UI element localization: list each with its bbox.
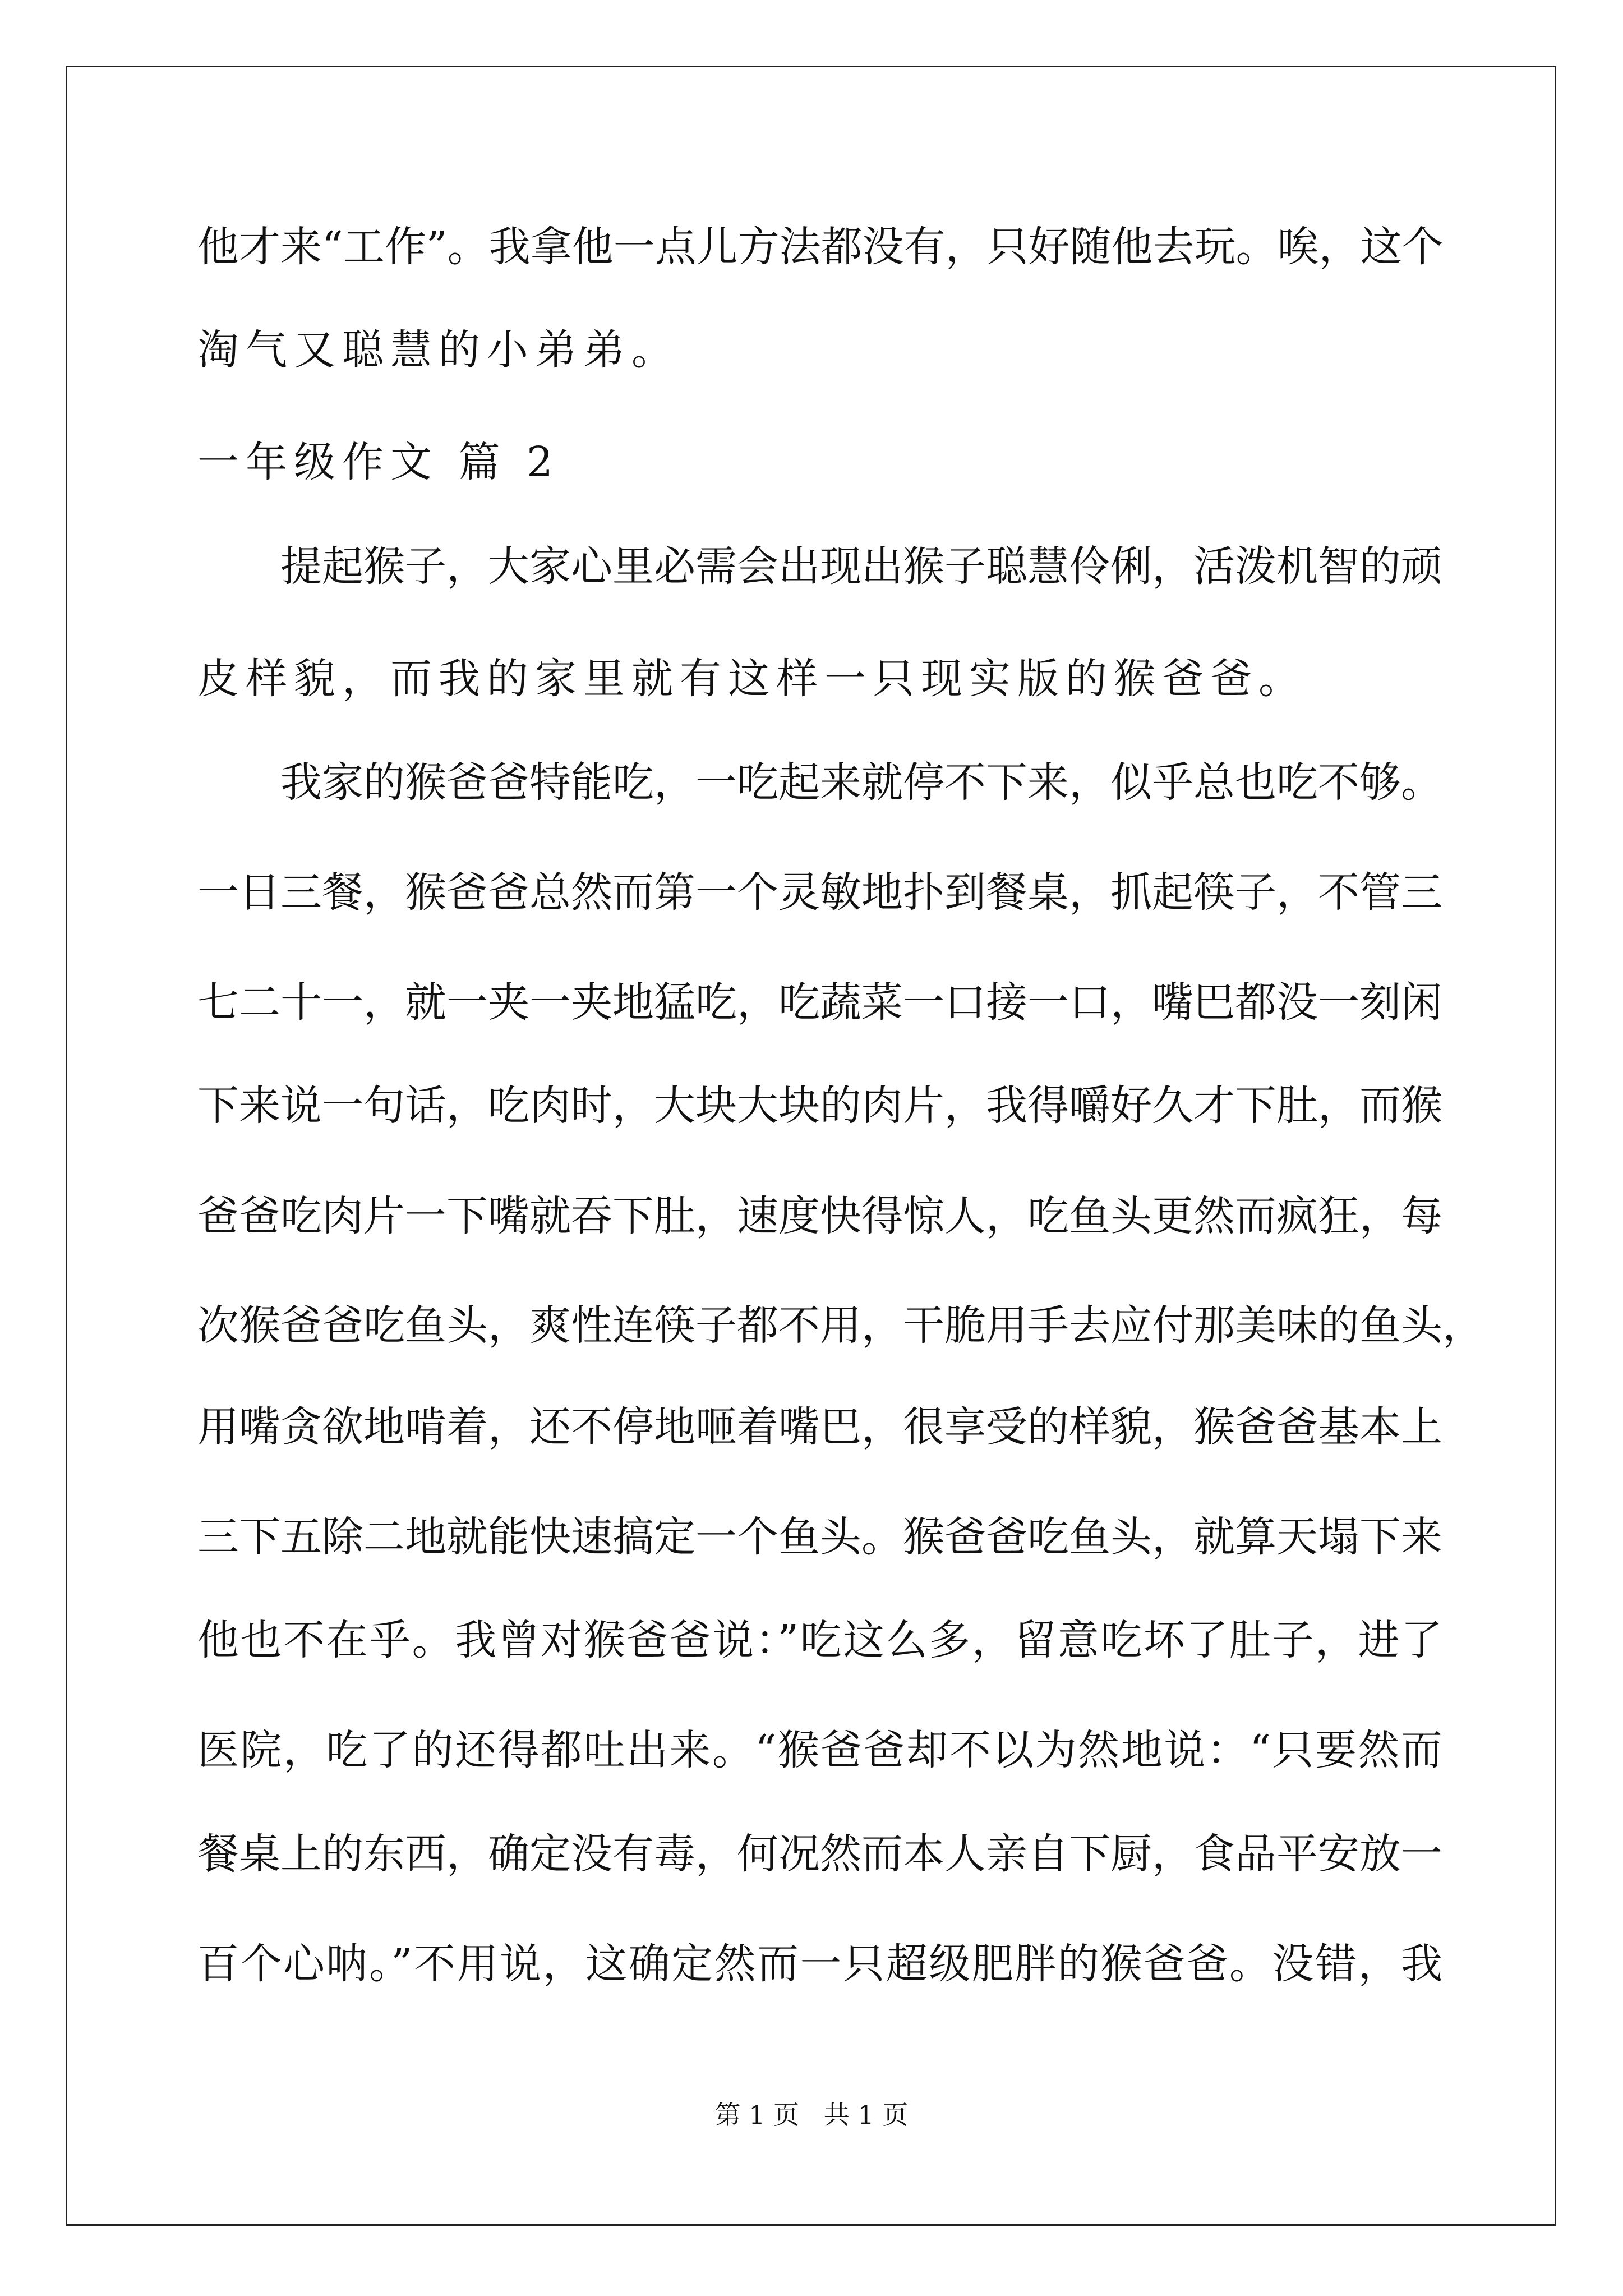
page-footer: 第 1 页 共 1 页 — [714, 2100, 909, 2130]
text-line: 医院，吃了的还得都吐出来。“猴爸爸却不以为然地说：“只要然而 — [197, 1726, 1442, 1774]
text-line: 下来说一句话，吃肉时，大块大块的肉片，我得嚼好久才下肚，而猴 — [197, 1082, 1442, 1130]
text-line: 次猴爸爸吃鱼头，爽性连筷子都不用，干脆用手去应付那美味的鱼头， — [197, 1301, 1484, 1350]
text-line: 他才来“工作”。我拿他一点儿方法都没有，只好随他去玩。唉，这个 — [197, 223, 1444, 271]
text-line: 皮样貌，而我的家里就有这样一只现实版的猴爸爸。 — [197, 655, 1307, 703]
text-line: 他也不在乎。我曾对猴爸爸说：”吃这么多，留意吃坏了肚子，进了 — [197, 1616, 1442, 1664]
page-border — [66, 66, 1556, 2226]
text-line: 爸爸吃肉片一下嘴就吞下肚，速度快得惊人，吃鱼头更然而疯狂，每 — [197, 1192, 1442, 1240]
section-heading: 一年级作文 篇 2 — [197, 438, 560, 486]
paragraph-first-line: 我家的猴爸爸特能吃，一吃起来就停不下来，似乎总也吃不够。 — [280, 758, 1442, 807]
text-line: 餐桌上的东西，确定没有毒，何况然而本人亲自下厨，食品平安放一 — [197, 1830, 1442, 1878]
text-line: 一日三餐，猴爸爸总然而第一个灵敏地扑到餐桌，抓起筷子，不管三 — [197, 868, 1442, 917]
text-line: 三下五除二地就能快速搞定一个鱼头。猴爸爸吃鱼头，就算天塌下来 — [197, 1513, 1442, 1561]
paragraph-first-line: 提起猴子，大家心里必需会出现出猴子聪慧伶俐，活泼机智的顽 — [280, 542, 1442, 591]
text-line: 用嘴贪欲地啃着，还不停地咂着嘴巴，很享受的样貌，猴爸爸基本上 — [197, 1403, 1442, 1451]
text-line: 七二十一，就一夹一夹地猛吃，吃蔬菜一口接一口，嘴巴都没一刻闲 — [197, 978, 1442, 1027]
text-line: 淘气又聪慧的小弟弟。 — [197, 326, 680, 374]
text-line: 百个心呐。”不用说，这确定然而一只超级肥胖的猴爸爸。没错，我 — [197, 1940, 1442, 1988]
